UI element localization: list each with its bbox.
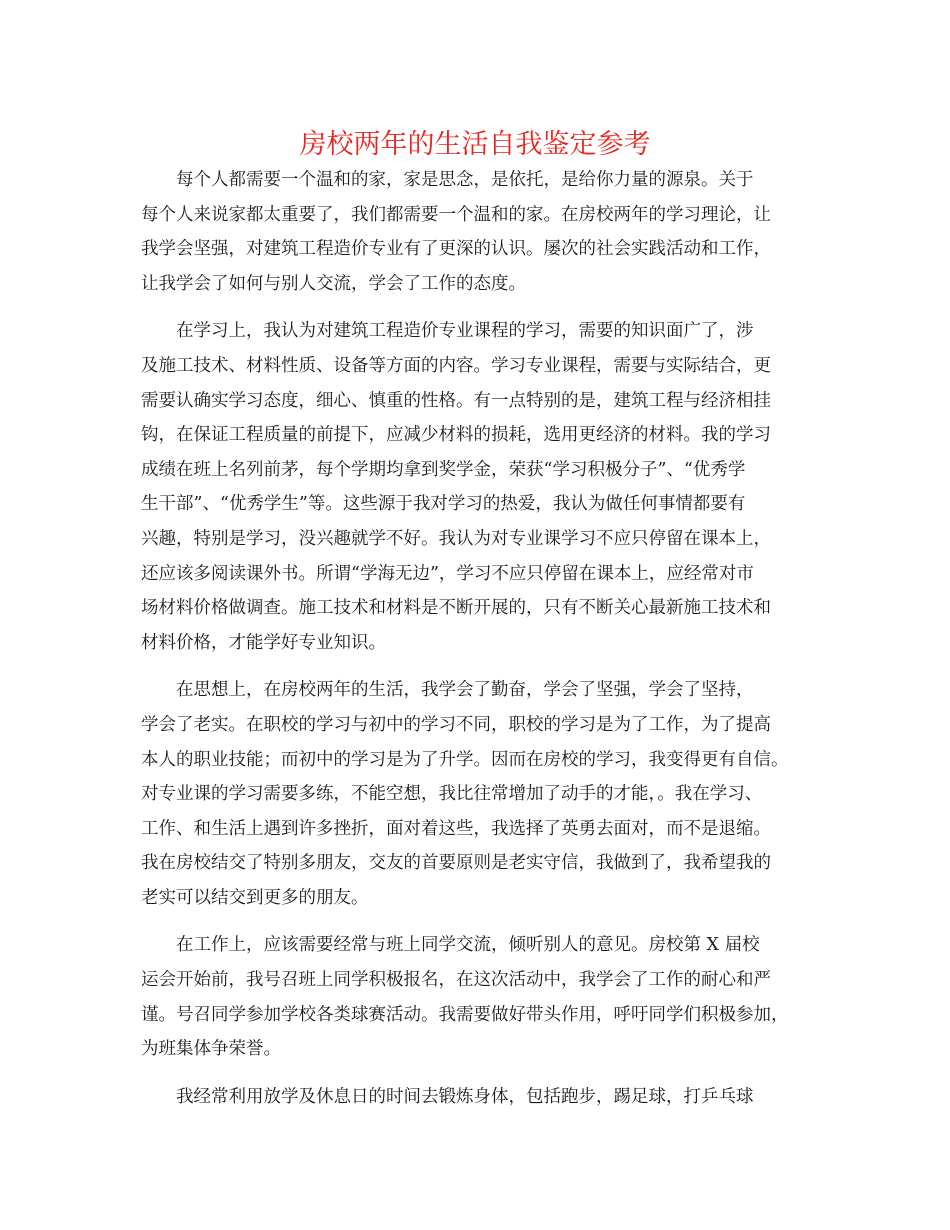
text-line: 每个人都需要一个温和的家，家是思念，是依托，是给你力量的源泉。关于 [176, 170, 754, 190]
paragraph-4 [141, 928, 830, 1066]
text-line: 需要认确实学习态度，细心、慎重的性格。有一点特别的是，建筑工程与经济相挂 [141, 390, 771, 411]
text-line: 我在房校结交了特别多朋友，交友的首要原则是老实守信，我做到了，我希望我的 [141, 853, 771, 874]
text-line: 每个人来说家都太重要了，我们都需要一个温和的家。在房校两年的学习理论，让 [141, 204, 771, 225]
paragraph-2 [141, 314, 830, 660]
text-line: 钩，在保证工程质量的前提下，应减少材料的损耗，选用更经济的材料。我的学习 [141, 425, 771, 446]
text-line: 谨。号召同学参加学校各类球赛活动。我需要做好带头作用，呼吁同学们积极参加， [141, 1004, 789, 1025]
text-line: 对专业课的学习需要多练，不能空想，我比往常增加了动手的才能，。我在学习、 [141, 784, 763, 805]
paragraph-1 [141, 163, 830, 301]
paragraph-gap [141, 301, 830, 314]
text-line: 场材料价格做调查。施工技术和材料是不断开展的，只有不断关心最新施工技术和 [141, 598, 771, 619]
document-body [141, 163, 830, 1114]
paragraph-gap [141, 660, 830, 673]
text-line: 运会开始前，我号召班上同学积极报名，在这次活动中，我学会了工作的耐心和严 [141, 970, 771, 991]
text-line: 在工作上，应该需要经常与班上同学交流，倾听别人的意见。房校第 X 届校 [176, 935, 760, 956]
paragraph-gap [141, 915, 830, 928]
text-line: 及施工技术、材料性质、设备等方面的内容。学习专业课程，需要与实际结合，更 [141, 355, 771, 376]
text-line: 材料价格，才能学好专业知识。 [141, 632, 386, 653]
text-line: 本人的职业技能；而初中的学习是为了升学。因而在房校的学习，我变得更有自信。 [141, 749, 789, 770]
text-line: 为班集体争荣誉。 [141, 1039, 281, 1060]
text-line: 生干部”、“优秀学生”等。这些源于我对学习的热爱，我认为做任何事情都要有 [141, 494, 746, 515]
text-line: 在学习上，我认为对建筑工程造价专业课程的学习，需要的知识面广了，涉 [176, 321, 754, 342]
text-line: 让我学会了如何与别人交流，学会了工作的态度。 [141, 273, 526, 294]
text-line: 在思想上，在房校两年的生活，我学会了勤奋，学会了坚强，学会了坚持， [176, 680, 754, 701]
text-line: 学会了老实。在职校的学习与初中的学习不同，职校的学习是为了工作，为了提高 [141, 714, 771, 735]
paragraph-3 [141, 673, 830, 915]
document-title: 房校两年的生活自我鉴定参考 [299, 129, 651, 160]
text-line: 成绩在班上名列前茅，每个学期均拿到奖学金，荣获“学习积极分子”、“优秀学 [141, 459, 746, 480]
text-line: 我经常利用放学及休息日的时间去锻炼身体，包括跑步，踢足球，打乒乓球 [176, 1086, 754, 1107]
paragraph-gap [141, 1067, 830, 1080]
text-line: 老实可以结交到更多的朋友。 [141, 887, 369, 908]
text-line: 还应该多阅读课外书。所谓“学海无边”，学习不应只停留在课本上，应经常对市 [141, 563, 754, 584]
paragraph-5 [141, 1080, 830, 1115]
text-line: 兴趣，特别是学习，没兴趣就学不好。我认为对专业课学习不应只停留在课本上， [141, 528, 771, 549]
text-line: 我学会坚强，对建筑工程造价专业有了更深的认识。屡次的社会实践活动和工作， [141, 239, 771, 260]
text-line: 工作、和生活上遇到许多挫折，面对着这些，我选择了英勇去面对，而不是退缩。 [141, 818, 771, 839]
